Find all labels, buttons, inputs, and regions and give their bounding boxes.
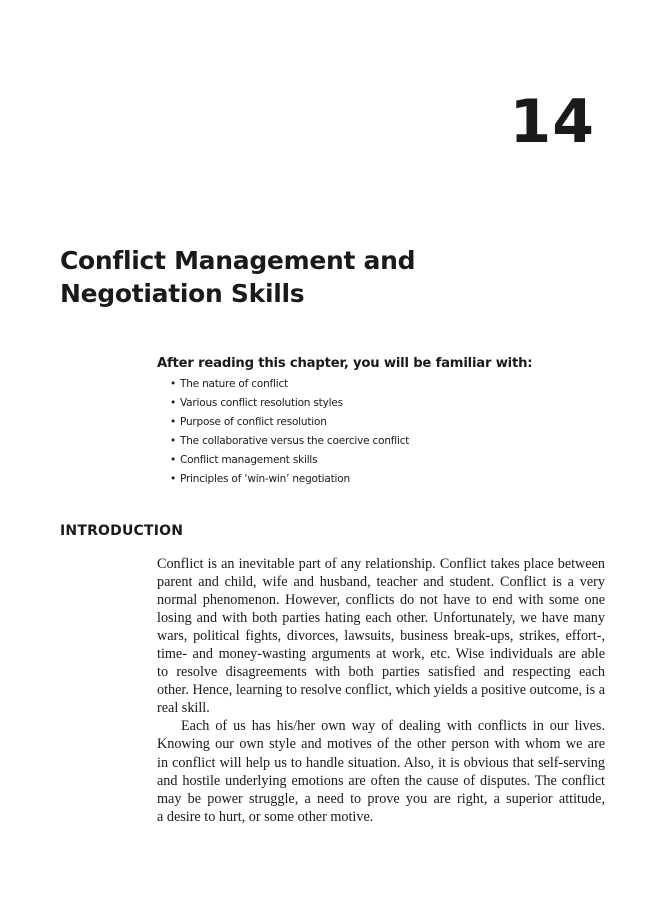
text-line: parent and child, wife and husband, teacher and student. Conflict is a very bbox=[157, 574, 605, 591]
section-heading-introduction: INTRODUCTION bbox=[60, 523, 184, 539]
bullet-icon: • bbox=[170, 473, 176, 485]
text-line: other. Hence, learning to resolve conflict, which yields a positive outcome, is a bbox=[157, 682, 605, 699]
chapter-title-line: Negotiation Skills bbox=[60, 279, 305, 308]
bullet-icon: • bbox=[170, 454, 176, 466]
text-line: wars, political fights, divorces, lawsuits, business break-ups, strikes, effort-, bbox=[157, 628, 605, 645]
objectives-heading: After reading this chapter, you will be familiar with: bbox=[157, 356, 533, 371]
text-line: to resolve disagreements with both parties satisfied and respecting each bbox=[157, 664, 605, 681]
objective-text: Various conflict resolution styles bbox=[180, 397, 343, 409]
text-line: time- and money-wasting arguments at work, etc. Wise individuals are able bbox=[157, 646, 605, 663]
bullet-icon: • bbox=[170, 416, 176, 428]
text-line: Knowing our own style and motives of the other person with whom we are bbox=[157, 736, 605, 753]
paragraph-1 bbox=[157, 555, 605, 717]
objective-item bbox=[170, 375, 577, 394]
text-line: normal phenomenon. However, conflicts do not have to end with some one bbox=[157, 592, 605, 609]
learning-objectives bbox=[157, 355, 577, 489]
text-line: a desire to hurt, or some other motive. bbox=[157, 808, 374, 825]
text-line: losing and with both parties hating each other. Unfortunately, we have many bbox=[157, 610, 605, 627]
bullet-icon: • bbox=[170, 397, 176, 409]
objective-text: Conflict management skills bbox=[180, 454, 318, 466]
introduction-body bbox=[157, 555, 605, 826]
chapter-title-line: Conflict Management and bbox=[60, 246, 416, 275]
objective-text: The nature of conflict bbox=[180, 378, 288, 390]
text-line: in conflict will help us to handle situation. Also, it is obvious that self-serving bbox=[157, 754, 605, 771]
objective-item bbox=[170, 413, 577, 432]
objective-item bbox=[170, 394, 577, 413]
text-line: and hostile underlying emotions are often the cause of disputes. The conflict bbox=[157, 772, 605, 789]
objectives-list bbox=[157, 375, 577, 489]
objective-item bbox=[170, 432, 577, 451]
objective-text: Purpose of conflict resolution bbox=[180, 416, 327, 428]
objective-item bbox=[170, 451, 577, 470]
objective-text: Principles of ‘win-win’ negotiation bbox=[180, 473, 350, 485]
paragraph-2 bbox=[157, 717, 605, 825]
chapter-number: 14 bbox=[509, 87, 595, 157]
bullet-icon: • bbox=[170, 435, 176, 447]
objective-text: The collaborative versus the coercive conflict bbox=[180, 435, 410, 447]
text-line: Each of us has his/her own way of dealing with conflicts in our lives. bbox=[181, 718, 605, 735]
text-line: may be power struggle, a need to prove you are right, a superior attitude, bbox=[157, 790, 605, 807]
bullet-icon: • bbox=[170, 378, 176, 390]
text-line: Conflict is an inevitable part of any relationship. Conflict takes place between bbox=[157, 556, 605, 572]
chapter-title bbox=[60, 244, 480, 310]
text-line: real skill. bbox=[157, 700, 210, 717]
objective-item bbox=[170, 470, 577, 489]
